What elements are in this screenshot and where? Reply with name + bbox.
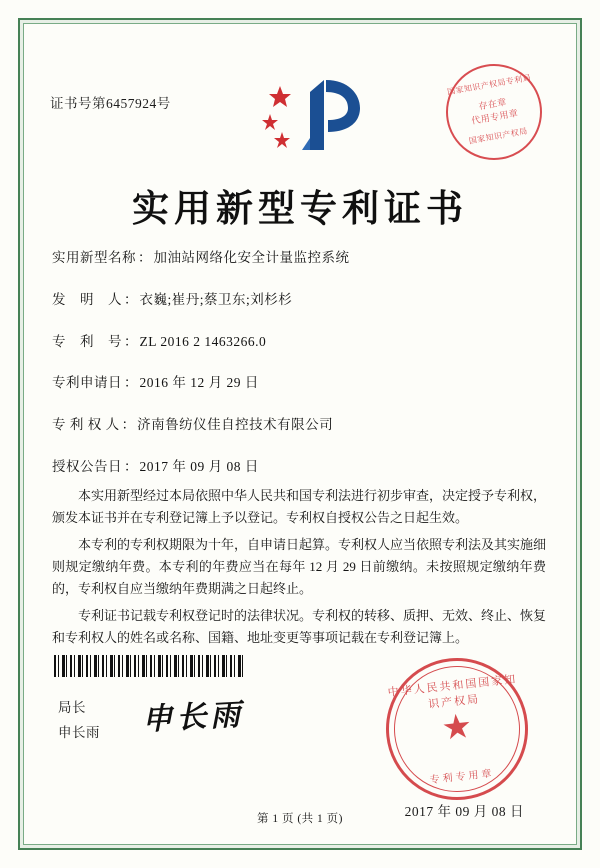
signature-block [58, 696, 100, 746]
legal-body-text [52, 485, 546, 654]
field-separator: ： [124, 333, 138, 349]
field-label: 专 利 号 [52, 333, 122, 349]
field-separator: ： [124, 458, 138, 474]
official-red-seal [379, 651, 535, 807]
page-title: 实用新型专利证书 [132, 186, 468, 230]
certificate-content [30, 30, 570, 838]
legal-paragraph-1: 本实用新型经过本局依照中华人民共和国专利法进行初步审查，决定授予专利权，颁发本证书并在专利登记簿上予以登记。专利权自授权公告之日起生效。 [52, 488, 547, 526]
field-value: ZL 2016 2 1463266.0 [139, 333, 267, 349]
field-list [52, 248, 548, 499]
director-name-label: 申长雨 [58, 724, 100, 740]
top-seal-line-1: 国家知识产权局专利局 [446, 73, 532, 97]
seal-star-icon: ★ [439, 707, 474, 748]
field-value: 济南鲁纺仪佳自控技术有限公司 [137, 417, 334, 432]
field-label: 专 利 权 人 [52, 417, 120, 432]
field-separator: ： [138, 250, 152, 265]
field-row-grant-announcement-date [52, 457, 548, 477]
field-value: 2017 年 09 月 08 日 [139, 458, 259, 474]
top-seal-line-2: 存在章 [477, 96, 508, 112]
field-row-application-date [52, 373, 548, 393]
seal-arc-bottom-text: 专利专用章 [429, 768, 495, 787]
certificate-number: 证书号第6457924号 [50, 96, 171, 111]
top-seal-line-4: 国家知识产权局 [468, 126, 529, 146]
field-label: 发 明 人 [52, 291, 122, 307]
legal-paragraph-3: 专利证书记载专利权登记时的法律状况。专利权的转移、质押、无效、终止、恢复和专利权人的姓名或名称、国籍、地址变更等事项记载在专利登记簿上。 [52, 607, 547, 646]
barcode [54, 655, 244, 677]
field-value: 加油站网络化安全计量监控系统 [153, 250, 350, 265]
top-red-seal [438, 56, 549, 167]
top-seal-line-3: 代用专用章 [470, 107, 520, 126]
page-footer: 第 1 页 (共 1 页) [256, 813, 344, 825]
field-separator: ： [124, 291, 138, 307]
seal-arc-top-text: 中华人民共和国国家知识产权局 [387, 673, 518, 711]
field-row-inventors [52, 290, 548, 310]
field-value: 2016 年 12 月 29 日 [139, 375, 259, 391]
director-title-label: 局长 [58, 700, 86, 715]
field-label: 专利申请日 [52, 375, 122, 391]
legal-paragraph-2: 本专利的专利权期限为十年，自申请日起算。专利权人应当依照专利法及其实施细则规定缴纳年费。本专利的年费应当在每年 12 月 29 日前缴纳。未按照规定缴纳年费的，专利权自应当缴纳年费期满之日起终止。 [52, 536, 547, 597]
field-value: 衣巍;崔丹;蔡卫东;刘杉杉 [139, 291, 293, 307]
handwritten-signature: 申长雨 [141, 697, 246, 738]
field-row-patent-number [52, 332, 548, 352]
cnipa-logo-icon [262, 72, 372, 164]
field-row-patentee [52, 415, 548, 435]
field-separator: ： [124, 375, 138, 391]
issue-date: 2017 年 09 月 08 日 [404, 804, 524, 819]
field-separator: ： [121, 417, 136, 432]
field-label: 授权公告日 [52, 458, 122, 474]
field-label: 实用新型名称 [52, 250, 136, 265]
field-row-utility-model-name [52, 248, 548, 268]
